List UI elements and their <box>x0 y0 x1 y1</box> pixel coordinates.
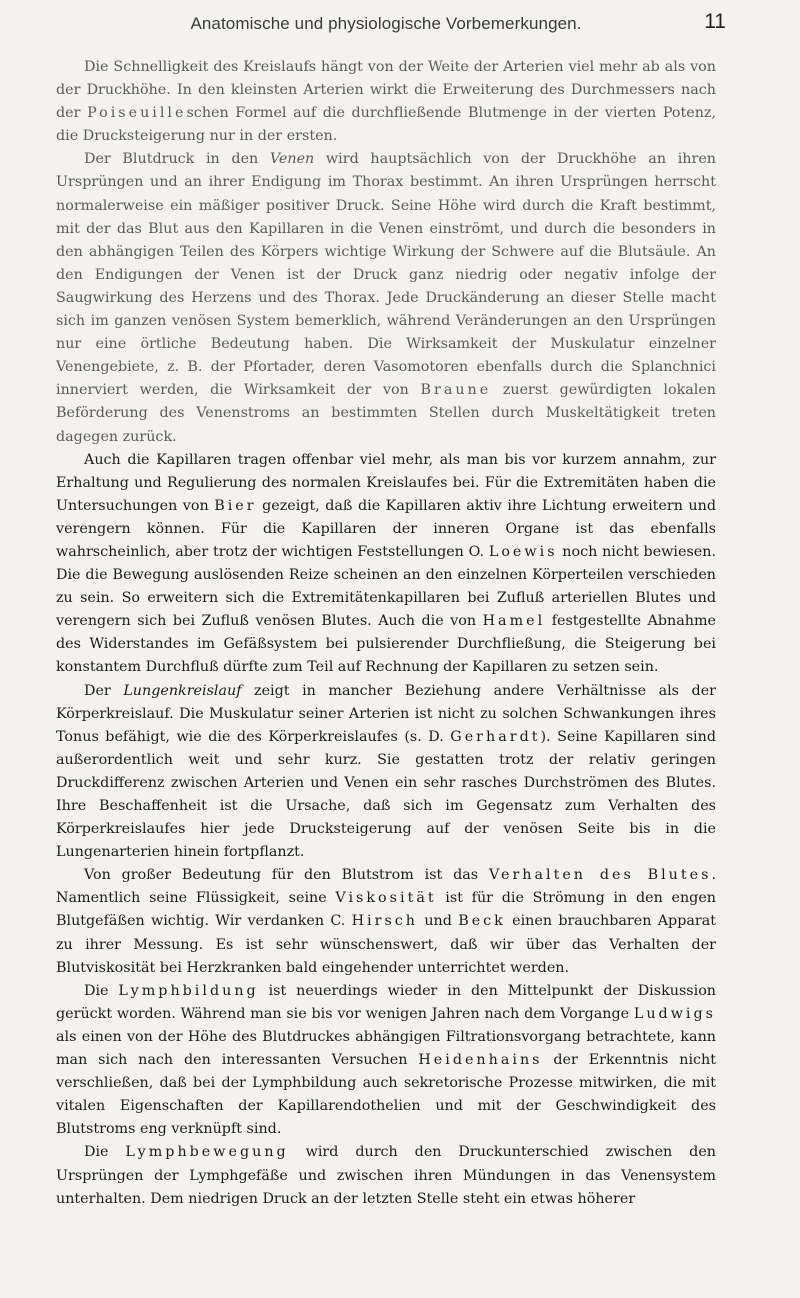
text-run: . Namentlich seine Flüssigkeit, seine <box>56 867 716 907</box>
text-run: einen brauchbaren Apparat zu ihrer Messung. Es ist sehr wünschenswert, daß wir über das Verhalten der Blutviskosität bei Herzkranken bald eingehender unterrichtet werden. <box>56 913 716 976</box>
text-run: und <box>418 913 459 930</box>
text-run: Die <box>84 982 119 999</box>
spaced-name: Loewis <box>488 543 558 560</box>
spaced-name: Lymphbildung <box>118 982 259 999</box>
spaced-name: Bier <box>214 497 257 514</box>
spaced-name: Viskosität <box>335 890 437 907</box>
body-text <box>56 56 716 1211</box>
spaced-name: Lymphbewegung <box>125 1144 289 1161</box>
text-run: noch nicht bewiesen. Die die Bewegung auslösenden Reize scheinen an den einzelnen Körperteilen verschieden zu sein. So erweitern sich die Extremitätenkapillaren bei Zufluß arteriellen Blutes und verengern sich bei Zufluß venösen Blutes. Auch die von <box>56 543 716 630</box>
spaced-name: Beck <box>458 913 506 930</box>
text-run: gezeigt, daß die Kapillaren aktiv ihre Lichtung erweitern und verengern können. Für die Kapillaren der inneren Organe ist das ebenfalls wahrscheinlich, aber trotz der wichtigen Feststellungen O. <box>56 497 716 560</box>
text-run: ). Seine Kapillaren sind außerordentlich weit und sehr kurz. Sie gestatten trotz der relativ geringen Druckdifferenz zwischen Arterien und Venen ein sehr rasches Durchströmen des Blutes. Ihre Beschaffenheit ist die Ursache, daß sich im Gegensatz zum Verhalten des Körperkreislaufes hier jede Drucksteigerung auf der venösen Seite bis in die Lungenarterien hinein fortpflanzt. <box>56 728 716 861</box>
text-run: schen Formel auf die durchfließende Blutmenge in der vierten Potenz, die Drucksteigerung nur in der ersten. <box>56 105 716 145</box>
text-run: ist für die Strömung in den engen Blutgefäßen wichtig. Wir verdanken C. <box>56 890 716 930</box>
text-run: wird durch den Druckunterschied zwischen den Ursprüngen der Lymphgefäße und zwischen ihren Mündungen in das Venensystem unterhalten. Dem niedrigen Druck an der letzten Stelle steht ein etwas höherer <box>56 1144 716 1207</box>
spaced-name: Braune <box>420 382 492 399</box>
text-run: Auch die Kapillaren tragen offenbar viel mehr, als man bis vor kurzem annahm, zur Erhaltung und Regulierung des normalen Kreislaufes bei. Für die Extremitäten haben die Untersuchungen von <box>56 451 716 514</box>
text-run: als einen von der Höhe des Blutdruckes abhängigen Filtrationsvorgang betrachtete, kann man sich nach den interessanten Versuchen <box>56 1028 716 1069</box>
text-run: Der <box>84 682 124 699</box>
spaced-name: Ludwigs <box>633 1005 716 1022</box>
text-run: zeigt in mancher Beziehung andere Verhältnisse als der Körperkreislauf. Die Muskulatur seiner Arterien ist nicht zu solchen Schwankungen ihres Tonus befähigt, wie die des Körperkreislaufes (s. D. <box>56 682 716 745</box>
paragraph-p2 <box>56 148 716 448</box>
italic-term: Venen <box>269 151 315 168</box>
paragraph-p5 <box>56 864 716 979</box>
paragraph-p1 <box>56 56 716 148</box>
spaced-name: Heidenhains <box>418 1052 543 1069</box>
paragraph-p4 <box>56 680 716 865</box>
text-run: ist neuerdings wieder in den Mittelpunkt der Diskussion gerückt worden. Während man sie bis vor wenigen Jahren nach dem Vorgange <box>56 982 717 1022</box>
text-run: festgestellte Abnahme des Widerstandes im Gefäßsystem bei pulsierender Durchfließung, die Steigerung bei konstantem Durchfluß dürfte zum Teil auf Rechnung der Kapillaren zu setzen sein. <box>56 613 716 676</box>
text-run: Die Schnelligkeit des Kreislaufs hängt von der Weite der Arterien viel mehr ab als von der Druckhöhe. In den kleinsten Arterien wirkt die Erweiterung des Durchmessers nach der <box>56 59 716 122</box>
paragraph-p7 <box>56 1141 716 1210</box>
page-header <box>56 0 726 50</box>
paragraph-p3 <box>56 449 716 680</box>
paragraph-p6 <box>56 980 716 1142</box>
text-run: Der Blutdruck in den <box>84 151 270 168</box>
text-run: zuerst gewürdigten lokalen Beförderung des Venenstroms an bestimmten Stellen durch Muskeltätigkeit treten dagegen zurück. <box>56 382 716 445</box>
text-run: Von großer Bedeutung für den Blutstrom ist das <box>84 867 489 884</box>
text-run: wird hauptsächlich von der Druckhöhe an ihren Ursprüngen und an ihrer Endigung im Thorax bestimmt. An ihren Ursprüngen herrscht normalerweise ein mäßiger positiver Druck. Seine Höhe wird durch die Kraft bestimmt, mit der das Blut aus den Kapillaren in die Venen einströmt, und durch die besonders in den abhängigen Teilen des Körpers wichtige Wirkung der Schwere auf die Blutsäule. An den Endigungen der Venen ist der Druck ganz niedrig oder negativ infolge der Saugwirkung des Herzens und des Thorax. Jede Druckänderung an dieser Stelle macht sich im ganzen venösen System bemerklich, während Veränderungen an den Ursprüngen nur eine örtliche Bedeutung haben. Die Wirksamkeit der Muskulatur einzelner Venengebiete, z. B. der Pfortader, deren Vasomotoren ebenfalls durch die Splanchnici innerviert werden, die Wirksamkeit der von <box>56 151 716 399</box>
spaced-name: Hirsch <box>351 913 419 930</box>
spaced-name: Hamel <box>482 613 546 630</box>
text-run: der Erkenntnis nicht verschließen, daß bei der Lymphbildung auch sekretorische Prozesse mitwirken, die mit vitalen Eigenschaften der Kapillarendothelien und mit der Geschwindigkeit des Blutstroms eng verknüpft sind. <box>56 1052 716 1138</box>
spaced-name: Gerhardt <box>450 728 541 745</box>
page-number: 11 <box>704 10 726 33</box>
spaced-name: Poiseuille <box>87 105 187 122</box>
italic-term: Lungenkreislauf <box>123 682 242 699</box>
running-title: Anatomische und physiologische Vorbemerkungen. <box>190 14 582 33</box>
text-run: Die <box>84 1144 126 1161</box>
spaced-name: Verhalten des Blutes <box>488 867 712 884</box>
